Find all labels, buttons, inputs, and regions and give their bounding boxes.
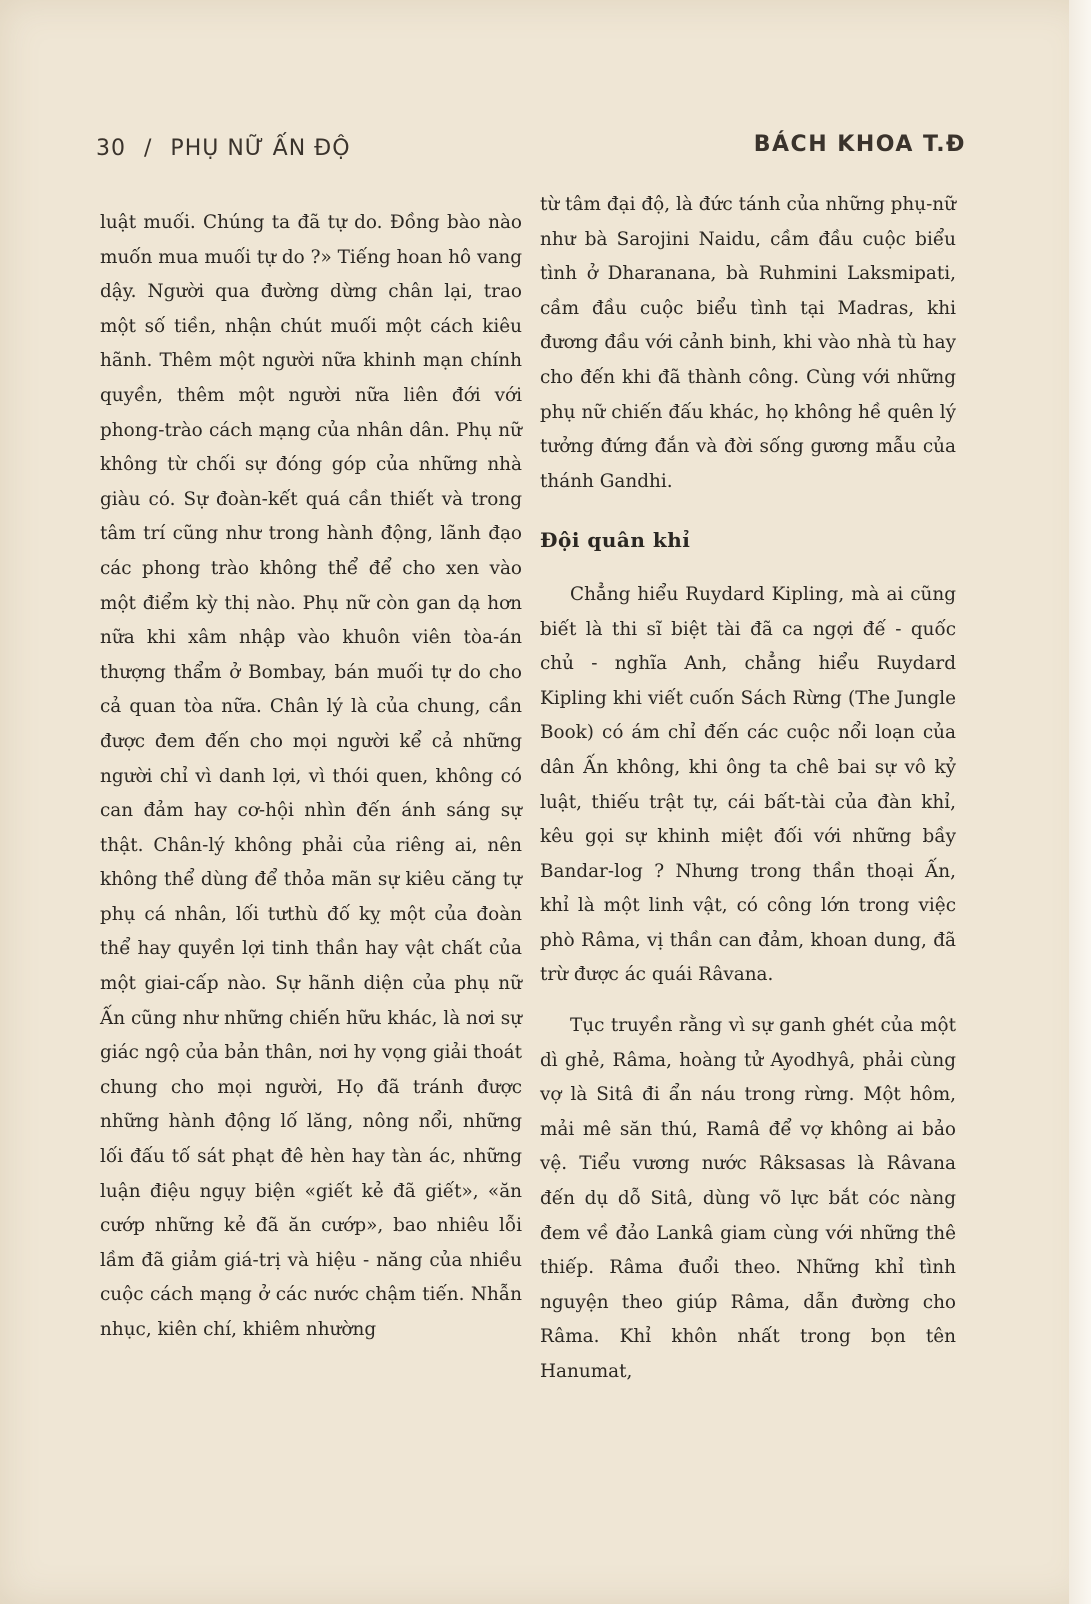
- page-number: 30: [96, 136, 126, 161]
- left-column: [100, 206, 522, 1348]
- header-separator: /: [144, 136, 153, 161]
- right-paragraph-3: Tục truyền rằng vì sự ganh ghét của một dì ghẻ, Râma, hoàng tử Ayodhyâ, phải cùng vợ là Sitâ đi ẩn náu trong rừng. Một hôm, mải mê săn thú, Ramâ để vợ không ai bảo vệ. Tiểu vương nước Râksasas là Râvana đến dụ dỗ Sitâ, dùng võ lực bắt cóc nàng đem về đảo Lankâ giam cùng với những thê thiếp. Râma đuổi theo. Những khỉ tình nguyện theo giúp Râma, dẫn đường cho Râma. Khỉ khôn nhất trong bọn tên Hanumat,: [540, 1015, 956, 1382]
- right-paragraph-2: Chẳng hiểu Ruydard Kipling, mà ai cũng biết là thi sĩ biệt tài đã ca ngợi đế - quốc chủ - nghĩa Anh, chẳng hiểu Ruydard Kipling khi viết cuốn Sách Rừng (The Jungle Book) có ám chỉ đến các cuộc nổi loạn của dân Ấn không, khi ông ta chê bai sự vô kỷ luật, thiếu trật tự, cái bất-tài của đàn khỉ, kêu gọi sự khinh miệt đối với những bầy Bandar-log ? Nhưng trong thần thoại Ấn, khỉ là một linh vật, có công lớn trong việc phò Râma, vị thần can đảm, khoan dung, đã trừ được ác quái Râvana.: [540, 583, 956, 986]
- right-paragraph-1: từ tâm đại độ, là đức tánh của những phụ-nữ như bà Sarojini Naidu, cầm đầu cuộc biểu tình ở Dharanana, bà Ruhmini Laksmipati, cầm đầu cuộc biểu tình tại Madras, khi đương đầu với cảnh binh, khi vào nhà tù hay cho đến khi đã thành công. Cùng với những phụ nữ chiến đấu khác, họ không hề quên lý tưởng đứng đắn và đời sống gương mẫu của thánh Gandhi.: [540, 194, 956, 492]
- running-title: PHỤ NỮ ẤN ĐỘ: [170, 136, 351, 161]
- section-heading: Đội quân khỉ: [540, 528, 691, 553]
- running-header: [96, 132, 966, 168]
- right-column: [540, 188, 956, 1390]
- left-paragraph-1: luật muối. Chúng ta đã tự do. Đồng bào nào muốn mua muối tự do ?» Tiếng hoan hô vang dậy. Người qua đường dừng chân lại, trao một số tiền, nhận chút muối một cách kiêu hãnh. Thêm một người nữa khinh mạn chính quyền, thêm một người nữa liên đới với phong-trào cách mạng của nhân dân. Phụ nữ không từ chối sự đóng góp của những nhà giàu có. Sự đoàn-kết quá cần thiết và trong tâm trí cũng như trong hành động, lãnh đạo các phong trào không thể để cho xen vào một điểm kỳ thị nào. Phụ nữ còn gan dạ hơn nữa khi xâm nhập vào khuôn viên tòa-án thượng thẩm ở Bombay, bán muối tự do cho cả quan tòa nữa. Chân lý là của chung, cần được đem đến cho mọi người kể cả những người chỉ vì danh lợi, vì thói quen, không có can đảm hay cơ-hội nhìn đến ánh sáng sự thật. Chân-lý không phải của riêng ai, nên không thể dùng để thỏa mãn sự kiêu căng tự phụ cá nhân, lối tưthù đố kỵ một của đoàn thể hay quyền lợi tinh thần hay vật chất của một giai-cấp nào. Sự hãnh diện của phụ nữ Ấn cũng như những chiến hữu khác, là nơi sự giác ngộ của bản thân, nơi hy vọng giải thoát chung cho mọi người, Họ đã tránh được những hành động lố lăng, nông nổi, những lối đấu tố sát phạt đê hèn hay tàn ác, những luận điệu ngụy biện «giết kẻ đã giết», «ăn cướp những kẻ đã ăn cướp», bao nhiêu lỗi lầm đã giảm giá-trị và hiệu - năng của nhiều cuộc cách mạng ở các nước chậm tiến. Nhẫn nhục, kiên chí, khiêm nhường: [100, 212, 522, 1340]
- magazine-name: BÁCH KHOA T.Đ: [753, 132, 966, 157]
- header-left: [96, 136, 351, 161]
- paragraph-gap: [540, 993, 956, 1009]
- scan-edge: [1069, 0, 1091, 1604]
